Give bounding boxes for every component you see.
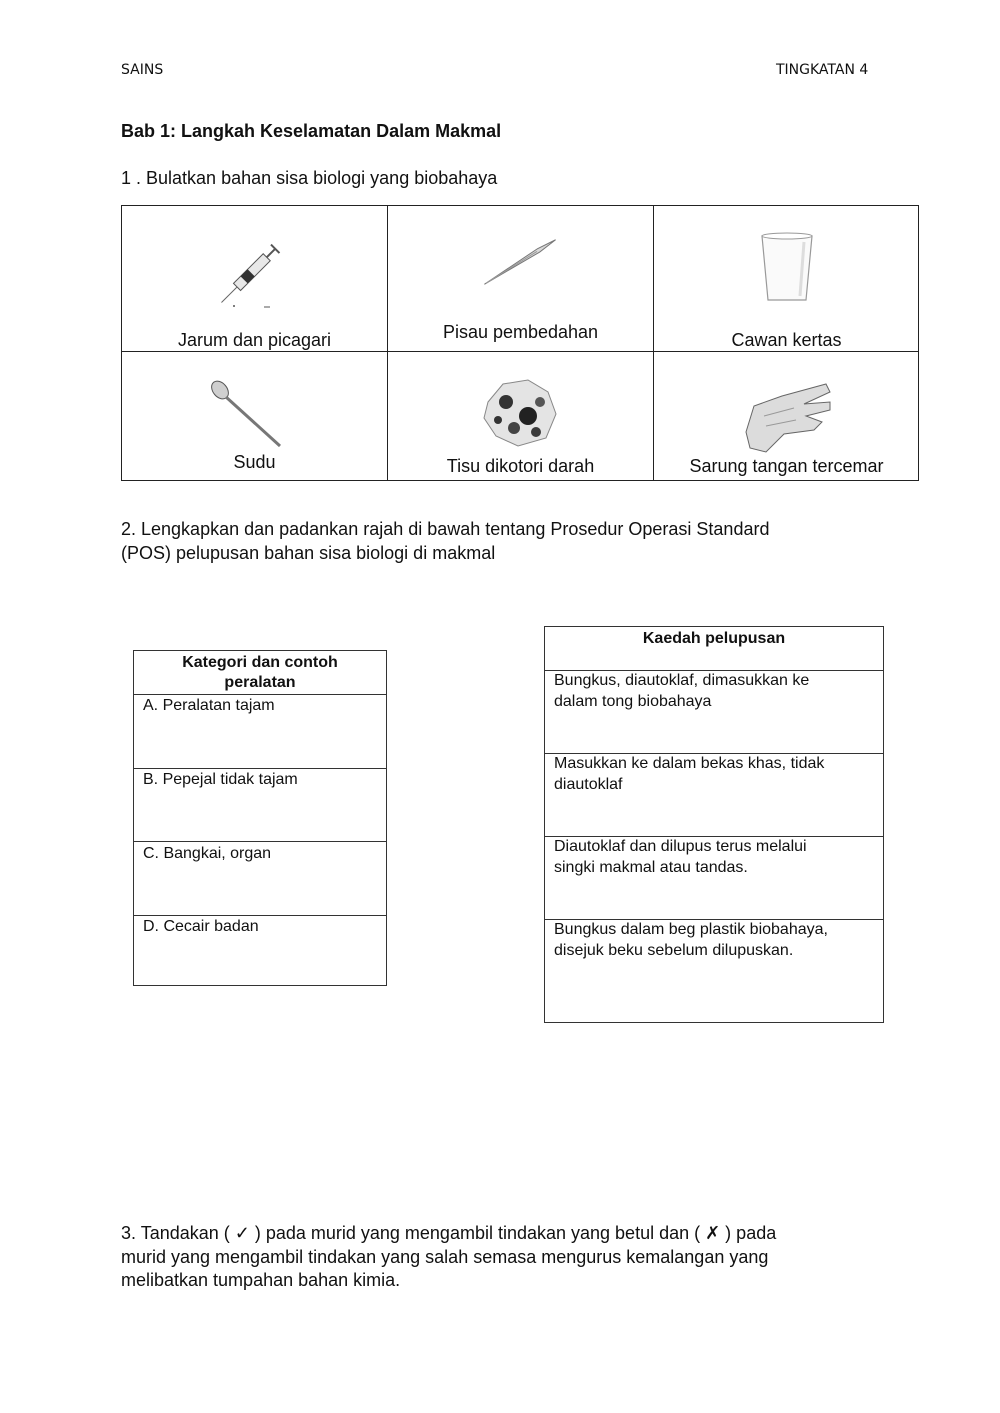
- spoon-icon: [122, 376, 387, 451]
- q1-cell-spoon[interactable]: [122, 352, 387, 481]
- disposal-method-4[interactable]: Bungkus dalam beg plastik biobahaya, disejuk beku sebelum dilupuskan.: [554, 921, 828, 959]
- category-box: [133, 650, 387, 986]
- q1-cell-paper-cup[interactable]: [654, 206, 919, 351]
- q1-label: Tisu dikotori darah: [446, 456, 595, 476]
- header-subject: SAINS: [121, 62, 164, 78]
- q1-question: 1 . Bulatkan bahan sisa biologi yang biobahaya: [121, 168, 498, 188]
- disposal-method-3[interactable]: Diautoklaf dan dilupus terus melalui singki makmal atau tandas.: [554, 838, 807, 876]
- q2-question-line2: (POS) pelupusan bahan sisa biologi di makmal: [121, 543, 496, 563]
- q1-label: Cawan kertas: [731, 330, 842, 350]
- disposal-method-box: [544, 626, 884, 1023]
- paper-cup-icon: [654, 230, 919, 305]
- q3-line2: murid yang mengambil tindakan yang salah semasa mengurus kemalangan yang: [121, 1247, 769, 1267]
- q1-cell-scalpel[interactable]: [388, 206, 653, 351]
- q2-question-line1: 2. Lengkapkan dan padankan rajah di bawah tentang Prosedur Operasi Standard: [121, 519, 770, 539]
- syringe-icon: [122, 230, 387, 310]
- disposal-method-1[interactable]: Bungkus, diautoklaf, dimasukkan ke dalam tong biobahaya: [554, 672, 810, 710]
- category-b[interactable]: B. Pepejal tidak tajam: [143, 771, 298, 788]
- disposal-method-2[interactable]: Masukkan ke dalam bekas khas, tidak diautoklaf: [554, 755, 825, 793]
- disposal-header: Kaedah pelupusan: [642, 630, 786, 647]
- q1-label: Sudu: [233, 452, 276, 472]
- chapter-title: Bab 1: Langkah Keselamatan Dalam Makmal: [121, 121, 502, 141]
- category-a[interactable]: A. Peralatan tajam: [143, 697, 275, 714]
- category-d[interactable]: D. Cecair badan: [143, 918, 259, 935]
- category-header-line1: Kategori dan contoh: [182, 654, 338, 671]
- q1-cell-glove[interactable]: [654, 352, 919, 481]
- glove-icon: [654, 372, 919, 454]
- q1-label: Pisau pembedahan: [442, 322, 599, 342]
- q3-line1: 3. Tandakan ( ✓ ) pada murid yang mengambil tindakan yang betul dan ( ✗ ) pada: [121, 1223, 777, 1243]
- q1-label: Sarung tangan tercemar: [689, 456, 884, 476]
- q1-label: Jarum dan picagari: [177, 330, 332, 350]
- q1-cell-syringe[interactable]: [122, 206, 387, 351]
- category-header-line2: peralatan: [224, 674, 296, 691]
- q1-table: [121, 205, 919, 481]
- category-c[interactable]: C. Bangkai, organ: [143, 845, 272, 862]
- q1-cell-bloody-tissue[interactable]: [388, 352, 653, 481]
- bloody-tissue-icon: [388, 372, 653, 452]
- scalpel-icon: [388, 230, 653, 300]
- q3-line3: melibatkan tumpahan bahan kimia.: [121, 1270, 401, 1290]
- header-level: TINGKATAN 4: [776, 62, 869, 78]
